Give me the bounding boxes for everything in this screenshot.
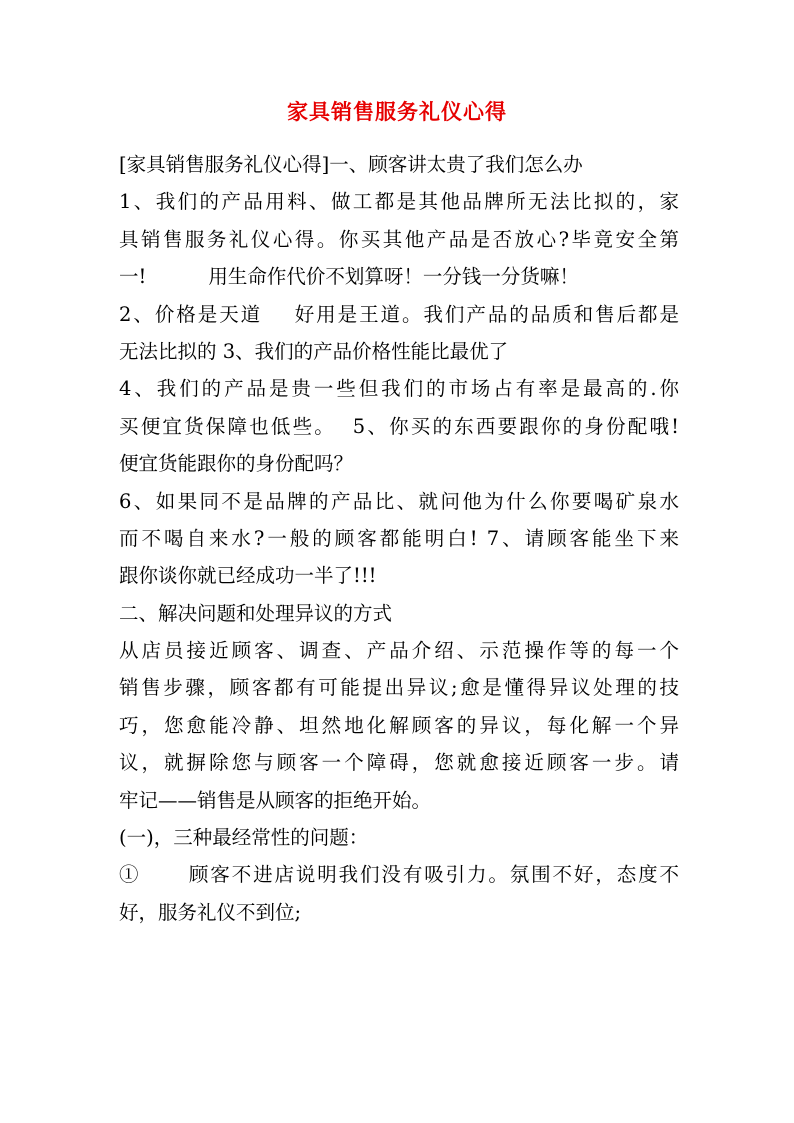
subsection-heading: (一)，三种最经常性的问题：	[119, 826, 369, 850]
body-line-14: 从店员接近顾客、调查、产品介绍、示范操作等的每一个	[119, 639, 679, 663]
body-line-9: 便宜货能跟你的身份配吗？	[119, 452, 354, 476]
body-line-15: 销售步骤，顾客都有可能提出异议;愈是懂得异议处理的技	[119, 676, 679, 700]
body-line-2: 1、我们的产品用料、做工都是其他品牌所无法比拟的，家	[119, 190, 679, 214]
body-line-3: 具销售服务礼仪心得。你买其他产品是否放心?毕竟安全第	[119, 227, 679, 251]
body-line-17: 议，就摒除您与顾客一个障碍，您就愈接近顾客一步。请	[119, 751, 679, 775]
body-line-6: 无法比拟的 3、我们的产品价格性能比最优了	[119, 339, 509, 363]
body-line-20: ① 顾客不进店说明我们没有吸引力。氛围不好，态度不	[119, 863, 679, 887]
document-body	[119, 146, 679, 931]
body-line-16: 巧，您愈能冷静、坦然地化解顾客的异议，每化解一个异	[119, 713, 679, 737]
body-line-10: 6、如果同不是品牌的产品比、就问他为什么你要喝矿泉水	[119, 489, 679, 513]
body-line-1: [家具销售服务礼仪心得]一、顾客讲太贵了我们怎么办	[119, 153, 583, 176]
body-line-4: 一! 用生命作代价不划算呀！一分钱一分货嘛！	[119, 265, 579, 289]
body-line-12: 跟你谈你就已经成功一半了!!!	[119, 564, 377, 588]
body-line-5: 2、价格是天道 好用是王道。我们产品的品质和售后都是	[119, 302, 679, 326]
body-line-21: 好，服务礼仪不到位;	[119, 900, 302, 924]
body-line-11: 而不喝自来水?一般的顾客都能明白! 7、请顾客能坐下来	[119, 526, 679, 550]
body-line-8: 买便宜货保障也低些。 5、你买的东西要跟你的身份配哦!	[119, 414, 679, 438]
document-title: 家具销售服务礼仪心得	[287, 99, 507, 124]
body-line-7: 4、我们的产品是贵一些但我们的市场占有率是最高的.你	[119, 377, 679, 401]
section-heading: 二、解决问题和处理异议的方式	[119, 601, 393, 625]
body-line-18: 牢记——销售是从顾客的拒绝开始。	[119, 788, 432, 812]
